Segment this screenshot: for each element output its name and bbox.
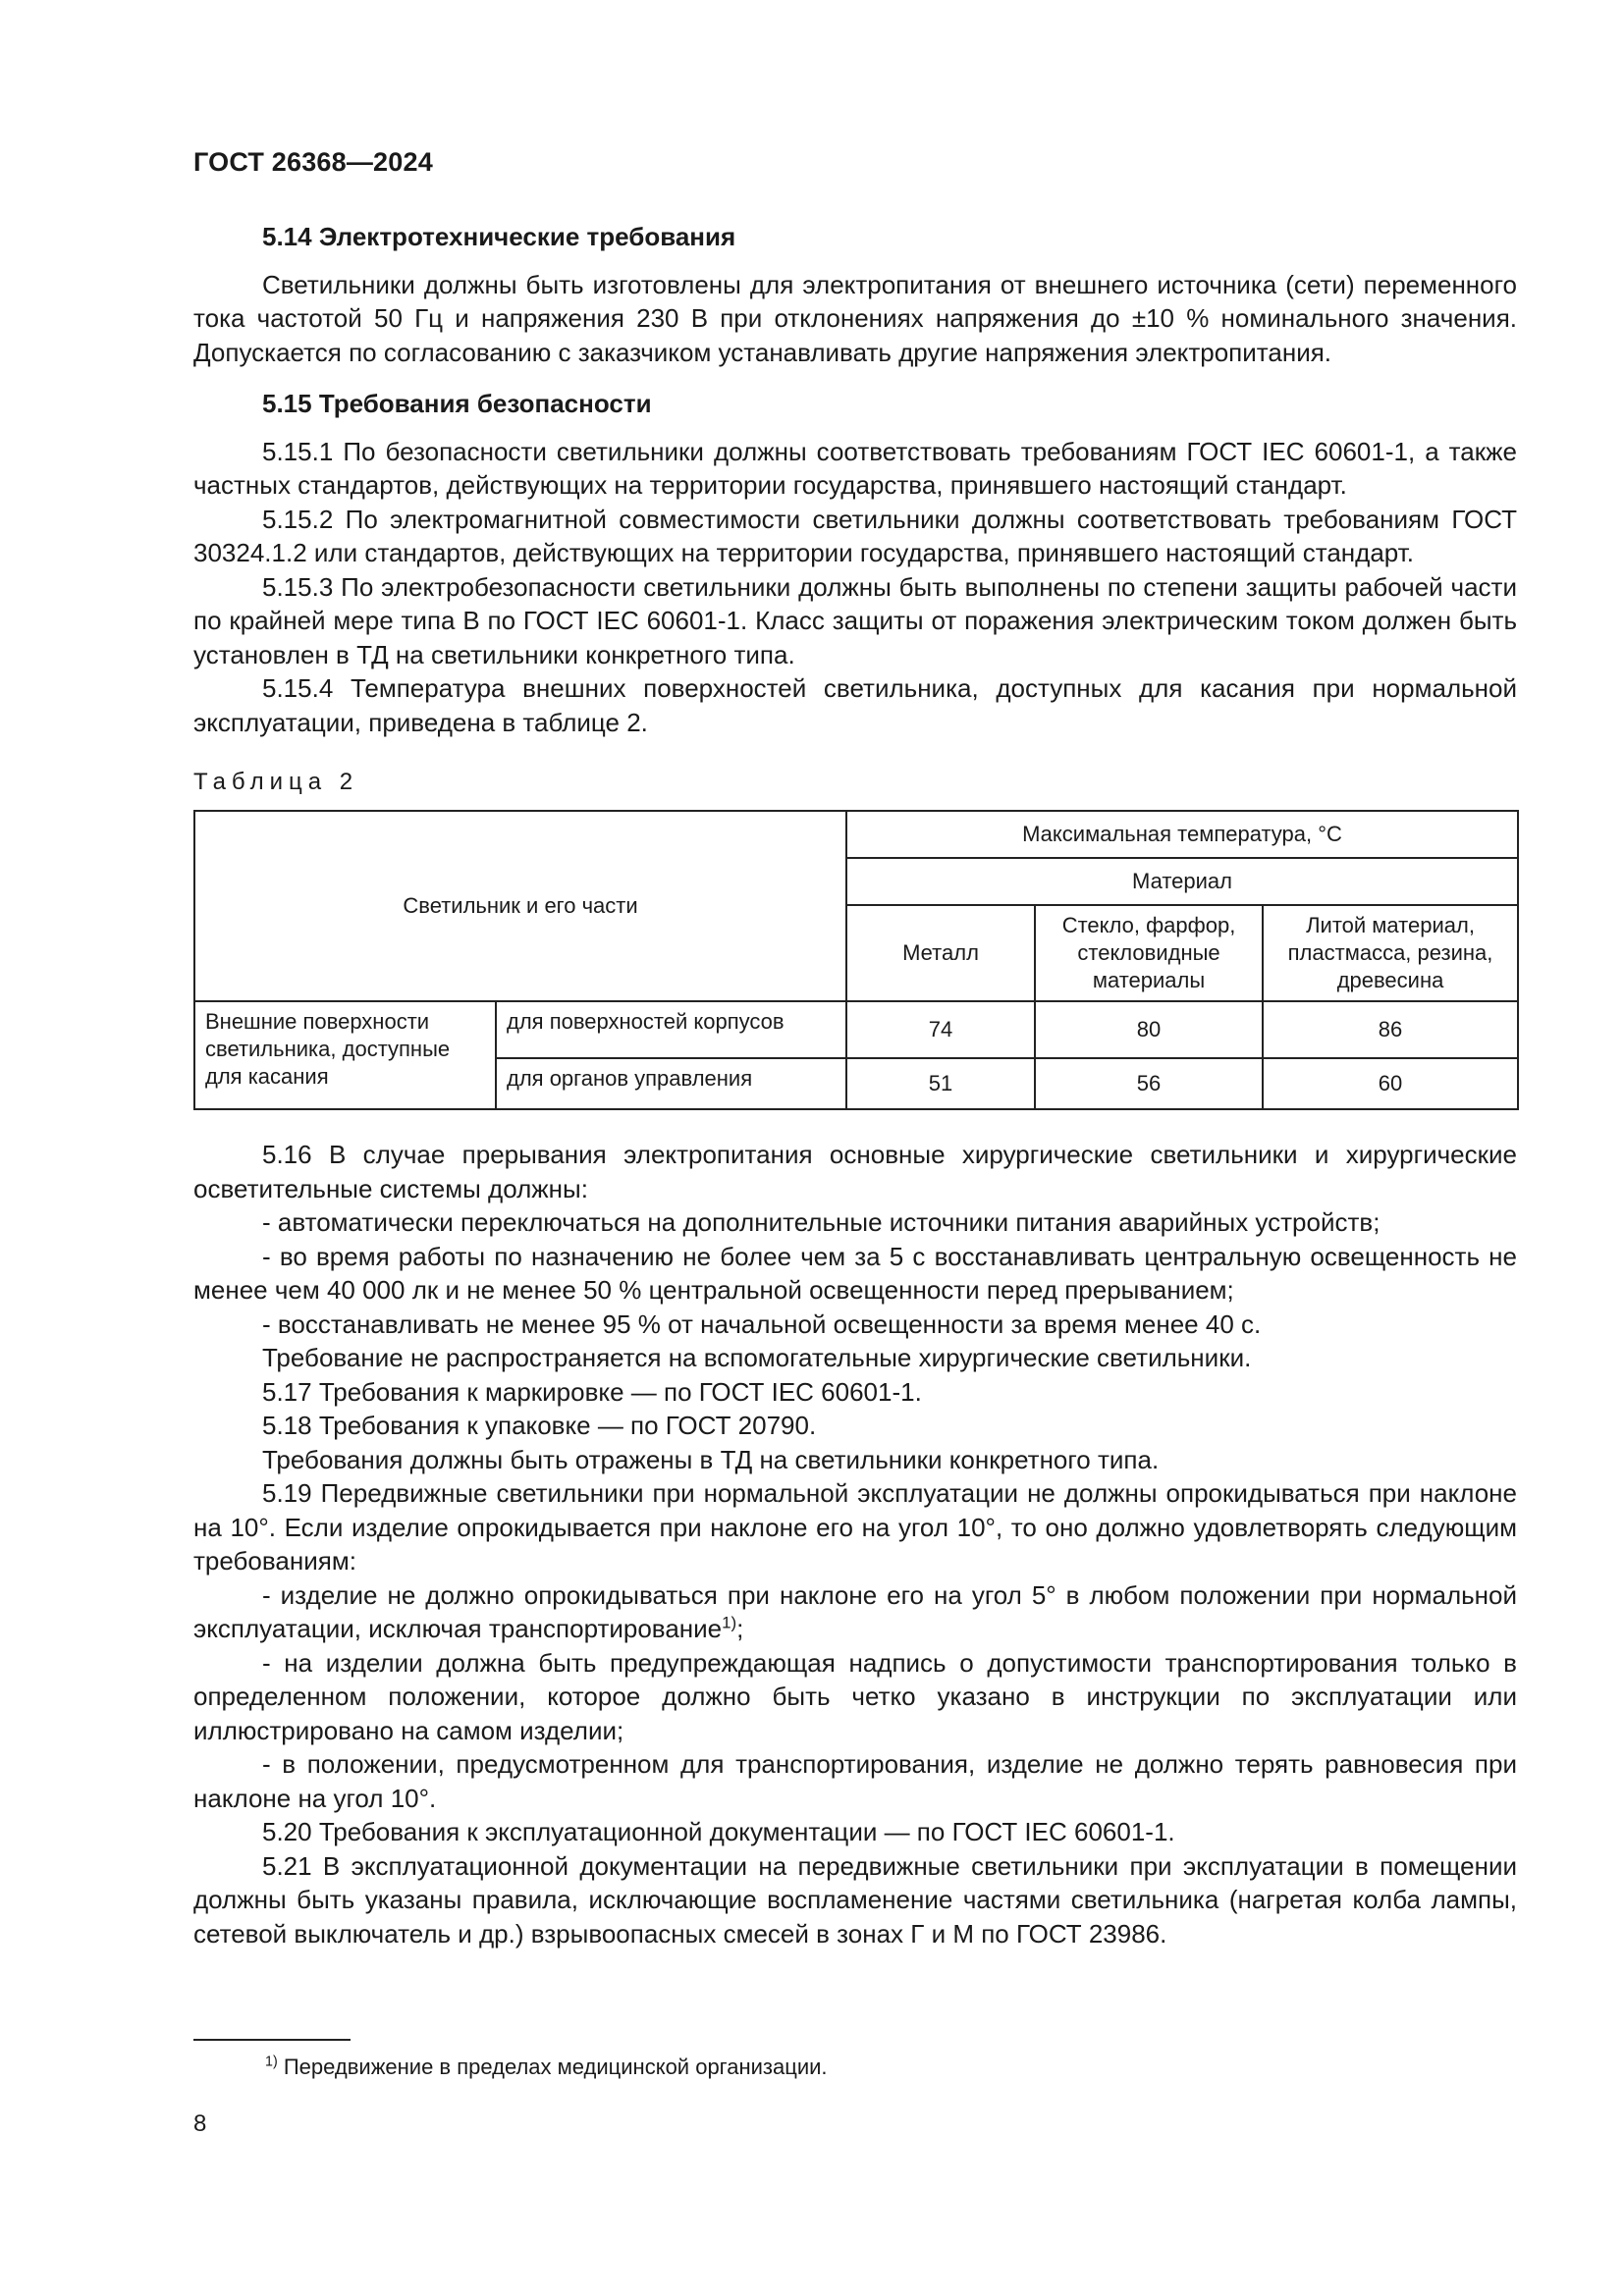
row-part: для поверхностей корпусов (496, 1001, 846, 1058)
cell-metal: 51 (846, 1058, 1035, 1109)
cell-cast: 60 (1263, 1058, 1518, 1109)
footnote-divider (193, 2039, 351, 2041)
clause-5-20: 5.20 Требования к эксплуатационной документации — по ГОСТ IEC 60601-1. (262, 1817, 1175, 1846)
clause-5-18: 5.18 Требования к упаковке — по ГОСТ 20790. (262, 1411, 817, 1440)
header-material: Материал (846, 858, 1518, 905)
clause-5-15-1: 5.15.1 По безопасности светильники должны соответствовать требованиям ГОСТ IEC 60601-1, а также частных стандартов, действующих на территории государства, принявшего настоящий стандарт. (193, 436, 1517, 500)
page-content (193, 220, 1517, 1950)
clause-5-19-item-2: - на изделии должна быть предупреждающая надпись о допустимости транспортирования только в определенном положении, которое должно быть четко указано в инструкции по эксплуатации или иллюстрировано на самом изделии; (193, 1647, 1517, 1745)
footnote (265, 2054, 828, 2081)
header-part: Светильник и его части (194, 811, 846, 1001)
document-header: ГОСТ 26368—2024 (193, 147, 433, 177)
section-5-14-title: 5.14 Электротехнические требования (262, 222, 736, 251)
cell-glass: 56 (1035, 1058, 1263, 1109)
clause-5-19-item-1 (193, 1578, 1517, 1646)
section-5-15-title: 5.15 Требования безопасности (262, 389, 652, 418)
clause-5-19-item-1-text: - изделие не должно опрокидываться при наклоне его на угол 5° в любом положении при нормальной эксплуатации, исключая транспортирование (193, 1579, 1517, 1643)
row-group-label: Внешние поверхности светильника, доступные для касания (194, 1001, 496, 1109)
clause-5-16: 5.16 В случае прерывания электропитания основные хирургические светильники и хирургические осветительные системы должны: (193, 1140, 1517, 1203)
clause-5-19-item-1-end: ; (736, 1614, 744, 1643)
cell-cast: 86 (1263, 1001, 1518, 1058)
col-cast: Литой материал, пластмасса, резина, древесина (1263, 905, 1518, 1001)
table-row (194, 1001, 1518, 1058)
clause-5-15-3: 5.15.3 По электробезопасности светильники должны быть выполнены по степени защиты рабочей части по крайней мере типа В по ГОСТ IEC 60601-1. Класс защиты от поражения электрическим током должен быть установлен в ТД на светильники конкретного типа. (193, 571, 1517, 669)
row-part: для органов управления (496, 1058, 846, 1109)
page-number: 8 (193, 2110, 207, 2137)
col-glass: Стекло, фарфор, стекловидные материалы (1035, 905, 1263, 1001)
clause-5-18-note: Требования должны быть отражены в ТД на светильники конкретного типа. (262, 1444, 1160, 1474)
clause-5-17: 5.17 Требования к маркировке — по ГОСТ IEC 60601-1. (262, 1376, 922, 1407)
clause-5-15-4: 5.15.4 Температура внешних поверхностей светильника, доступных для касания при нормальной эксплуатации, приведена в таблице 2. (193, 673, 1517, 737)
clause-5-16-item-3: - восстанавливать не менее 95 % от начальной освещенности за время менее 40 с. (262, 1308, 1262, 1339)
header-max-temp: Максимальная температура, °С (846, 811, 1518, 858)
clause-5-16-note: Требование не распространяется на вспомогательные хирургические светильники. (262, 1343, 1252, 1372)
clause-5-19: 5.19 Передвижные светильники при нормальной эксплуатации не должны опрокидываться при наклоне на 10°. Если изделие опрокидывается при наклоне его на угол 10°, то оно должно удовлетворять следующим требованиям: (193, 1478, 1517, 1575)
footnote-text: Передвижение в пределах медицинской организации. (283, 2055, 828, 2079)
section-5-14-text: Светильники должны быть изготовлены для электропитания от внешнего источника (сети) переменного тока частотой 50 Гц и напряжения 230 В при отклонениях напряжения до ±10 % номинального значения. Допускается по согласованию с заказчиком устанавливать другие напряжения электропитания. (193, 269, 1517, 367)
table-caption: Таблица 2 (193, 769, 359, 795)
cell-glass: 80 (1035, 1001, 1263, 1058)
clause-5-21: 5.21 В эксплуатационной документации на передвижные светильники при эксплуатации в помещении должны быть указаны правила, исключающие воспламенение частями светильника (нагретая колба лампы, сетевой выключатель и др.) взрывоопасных смесей в зонах Г и М по ГОСТ 23986. (193, 1850, 1517, 1949)
footnote-marker: 1) (265, 2054, 278, 2070)
col-metal: Металл (846, 905, 1035, 1001)
cell-metal: 74 (846, 1001, 1035, 1058)
clause-5-19-item-3: - в положении, предусмотренном для транспортирования, изделие не должно терять равновесия при наклоне на угол 10°. (193, 1749, 1517, 1813)
footnote-ref: 1) (722, 1613, 737, 1632)
clause-5-16-item-1: - автоматически переключаться на дополнительные источники питания аварийных устройств; (262, 1207, 1380, 1237)
clause-5-15-2: 5.15.2 По электромагнитной совместимости светильники должны соответствовать требованиям ГОСТ 30324.1.2 или стандартов, действующих на территории государства, принявшего настоящий стандарт. (193, 504, 1517, 567)
temperature-table (193, 810, 1519, 1110)
clause-5-16-item-2: - во время работы по назначению не более чем за 5 с восстанавливать центральную освещенность не менее чем 40 000 лк и не менее 50 % центральной освещенности перед прерыванием; (193, 1241, 1517, 1305)
